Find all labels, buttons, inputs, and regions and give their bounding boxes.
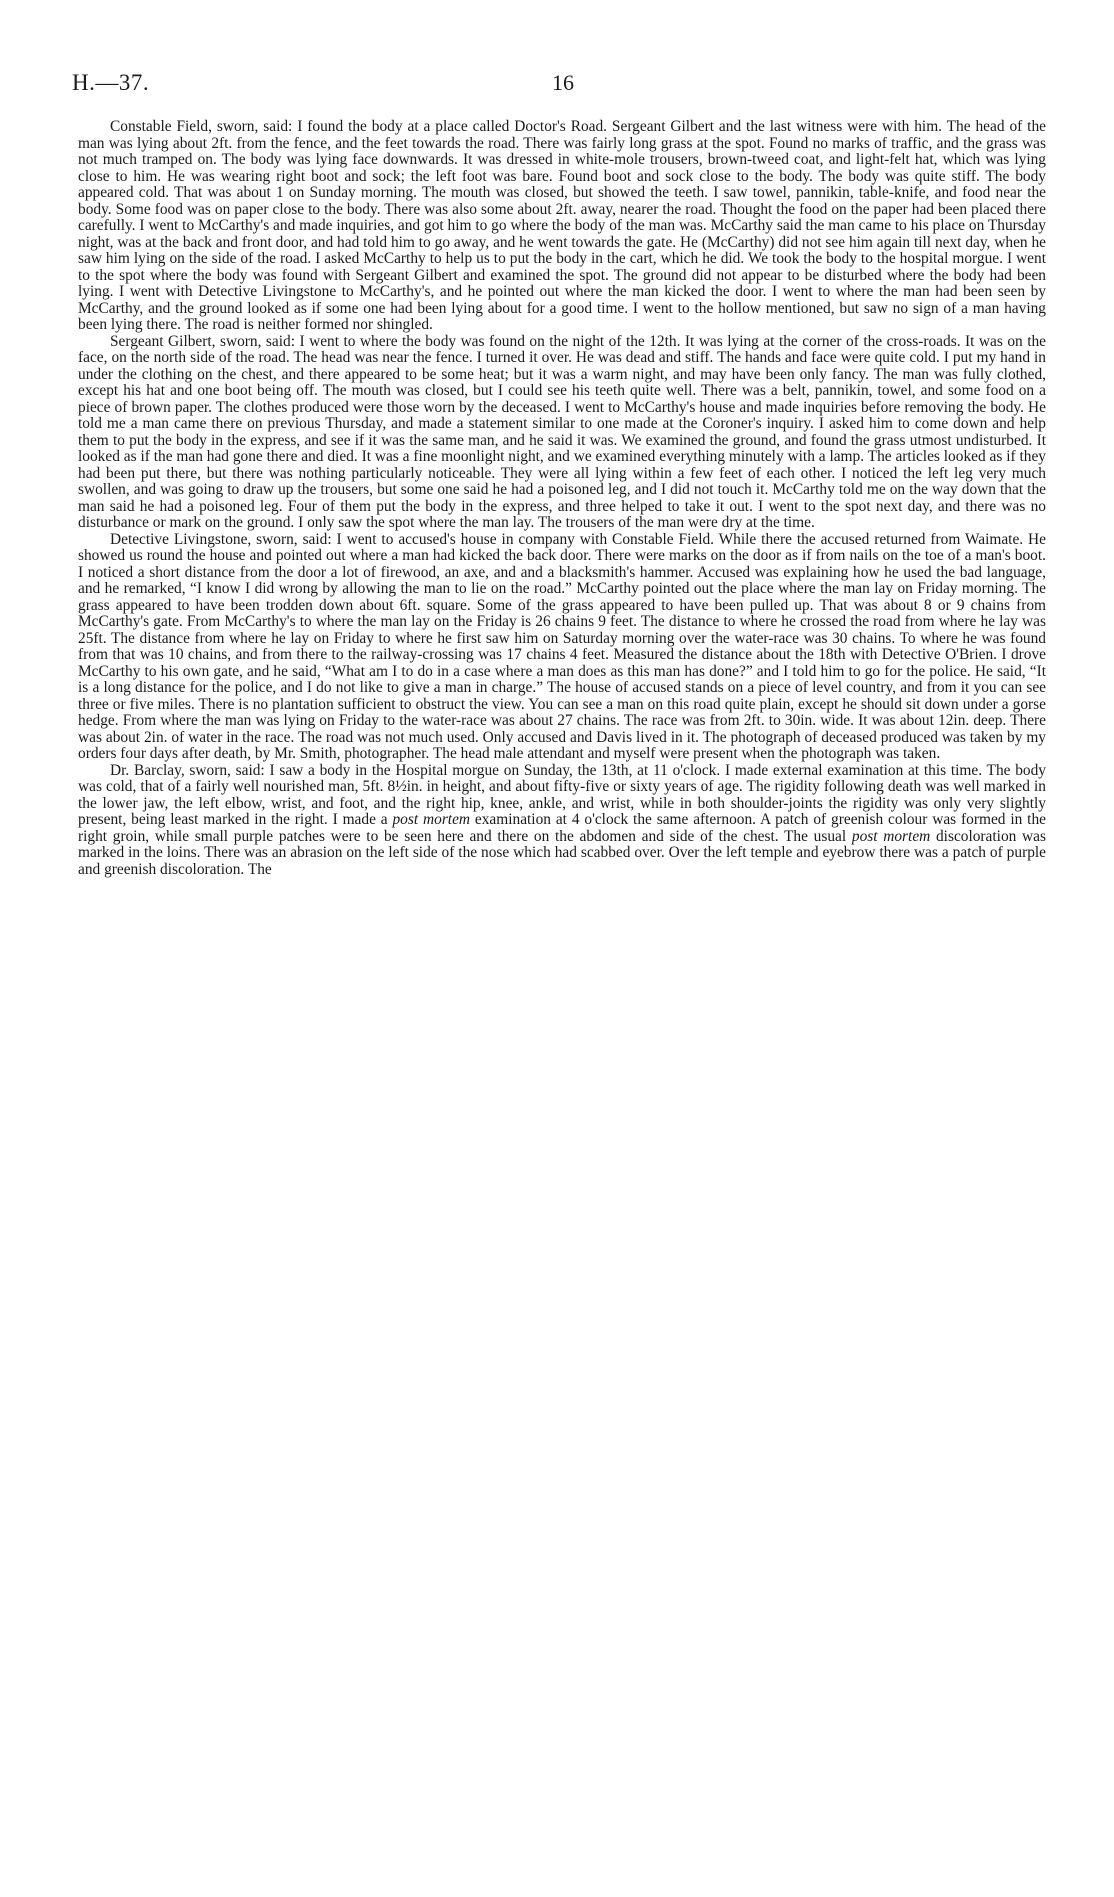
paragraph-detective-livingstone: Detective Livingstone, sworn, said: I went to accused's house in company with Constable Field. While there the accused returned from Waimate. He showed us round the house and pointed out where a man had kicked the back door. There were marks on the door as if from nails on the toe of a man's boot. I noticed a short distance from the door a lot of firewood, an axe, and and a blacksmith's hammer. Accused was explaining how he used the bad language, and he remarked, “I know I did wrong by allowing the man to lie on the road.” McCarthy pointed out the place where the man lay on Friday morning. The grass appeared to have been trodden down about 6ft. square. Some of the grass appeared to have been pulled up. That was about 8 or 9 chains from McCarthy's gate. From McCarthy's to where the man lay on the Friday is 26 chains 9 feet. The distance to where he crossed the road from where he lay was 25ft. The distance from where he lay on Friday to where he first saw him on Saturday morning over the water-race was 30 chains. To where he was found from that was 10 chains, and from there to the railway-crossing was 17 chains 4 feet. Measured the distance about the 18th with Detective O'Brien. I drove McCarthy to his own gate, and he said, “What am I to do in a case where a man does as this man has done?” and I told him to go for the police. He said, “It is a long distance for the police, and I do not like to give a man in charge.” The house of accused stands on a piece of level country, and from it you can see three or five miles. There is no plantation sufficient to obstruct the view. You can see a man on this road quite plain, except he should sit down under a gorse hedge. From where the man was lying on Friday to the water-race was about 27 chains. The race was from 2ft. to 30in. wide. It was about 12in. deep. There was about 2in. of water in the race. The road was not much used. Only accused and Davis lived in it. The photograph of deceased produced was taken by my orders four days after death, by Mr. Smith, photographer. The head male attendant and myself were present when the photograph was taken. (78, 530, 1046, 762)
paragraph-text: examination at 4 o'clock the same afternoon. A patch of greenish colour was formed in the right groin, while small purple patches were to be seen here and there on the abdomen and side of the chest. The usual (78, 811, 1046, 845)
paragraph-sergeant-gilbert: Sergeant Gilbert, sworn, said: I went to where the body was found on the night of the 12th. It was lying at the corner of the cross-roads. It was on the face, on the north side of the road. The head was near the fence. I turned it over. He was dead and stiff. The hands and face were quite cold. I put my hand in under the clothing on the chest, and there appeared to be some heat; but it was a warm night, and may have been only fancy. The man was fully clothed, except his hat and one boot being off. The mouth was closed, but I could see his teeth quite well. There was a belt, pannikin, towel, and some food on a piece of brown paper. The clothes produced were those worn by the deceased. I went to McCarthy's house and made inquiries before removing the body. He told me a man came there on previous Thursday, and made a statement similar to one made at the Coroner's inquiry. I asked him to come down and help them to put the body in the express, and see if it was the same man, and he said it was. We examined the ground, and found the grass utmost undisturbed. It looked as if the man had gone there and died. It was a fine moonlight night, and we examined everything minutely with a lamp. The articles looked as if they had been put there, but there was nothing particularly noticeable. They were all lying within a few feet of each other. I noticed the left leg very much swollen, and was going to draw up the trousers, but some one said he had a poisoned leg, and I did not touch it. McCarthy told me on the way down that the man said he had a poisoned leg. Four of them put the body in the express, and three helped to take it out. I went to the spot next day, and there was no disturbance or mark on the ground. I only saw the spot where the man lay. The trousers of the man were dry at the time. (78, 332, 1046, 531)
italic-term: post mortem (851, 827, 931, 845)
paragraph-dr-barclay (78, 763, 1046, 879)
body-text (78, 119, 1046, 878)
paragraph-text: Dr. Barclay, sworn, said: I saw a body in the Hospital morgue on Sunday, the 13th, at 11 o'clock. I made external examination at this time. The body was cold, that of a fairly well nourished man, 5ft. 8½in. in height, and about fifty-five or sixty years of age. The rigidity following death was well marked in the lower jaw, the left elbow, wrist, and foot, and the right hip, knee, ankle, and wrist, while in both shoulder-joints the rigidity was only very slightly present, being least marked in the right. I made a (78, 761, 1046, 828)
paragraph-text: discoloration was marked in the loins. There was an abrasion on the left side of the nose which had scabbed over. Over the left temple and eyebrow there was a patch of purple and greenish discoloration. The (78, 827, 1046, 878)
italic-term: post mortem (392, 811, 471, 828)
page-header (72, 70, 1042, 104)
paragraph-constable-field: Constable Field, sworn, said: I found the body at a place called Doctor's Road. Sergeant Gilbert and the last witness were with him. The head of the man was lying about 2ft. from the fence, and the feet towards the road. There was fairly long grass at the spot. Found no marks of traffic, and the grass was not much tramped on. The body was lying face downwards. It was dressed in white-mole trousers, brown-tweed coat, and light-felt hat, which was lying close to him. He was wearing right boot and sock; the left foot was bare. Found boot and sock close to the body. The body was quite stiff. The body appeared cold. That was about 1 on Sunday morning. The mouth was closed, but showed the teeth. I saw towel, pannikin, table-knife, and food near the body. Some food was on paper close to the body. There was also some about 2ft. away, nearer the road. Thought the food on the paper had been placed there carefully. I went to McCarthy's and made inquiries, and got him to go where the body of the man was. McCarthy said the man came to his place on Thursday night, was at the back and front door, and had told him to go away, and he went towards the gate. He (McCarthy) did not see him again till next day, when he saw him lying on the side of the road. I asked McCarthy to help us to put the body in the cart, which he did. We took the body to the hospital morgue. I went to the spot where the body was found with Sergeant Gilbert and examined the spot. The ground did not appear to be disturbed where the body had been lying. I went with Detective Livingstone to McCarthy's, and he pointed out where the man kicked the door. I went to where the man had been seen by McCarthy, and the ground looked as if some one had been lying about for a good time. I went to the hollow mentioned, but saw no sign of a man having been lying there. The road is neither formed nor shingled. (78, 118, 1046, 333)
page-number: 16 (552, 70, 574, 95)
document-reference: H.—37. (72, 70, 150, 95)
